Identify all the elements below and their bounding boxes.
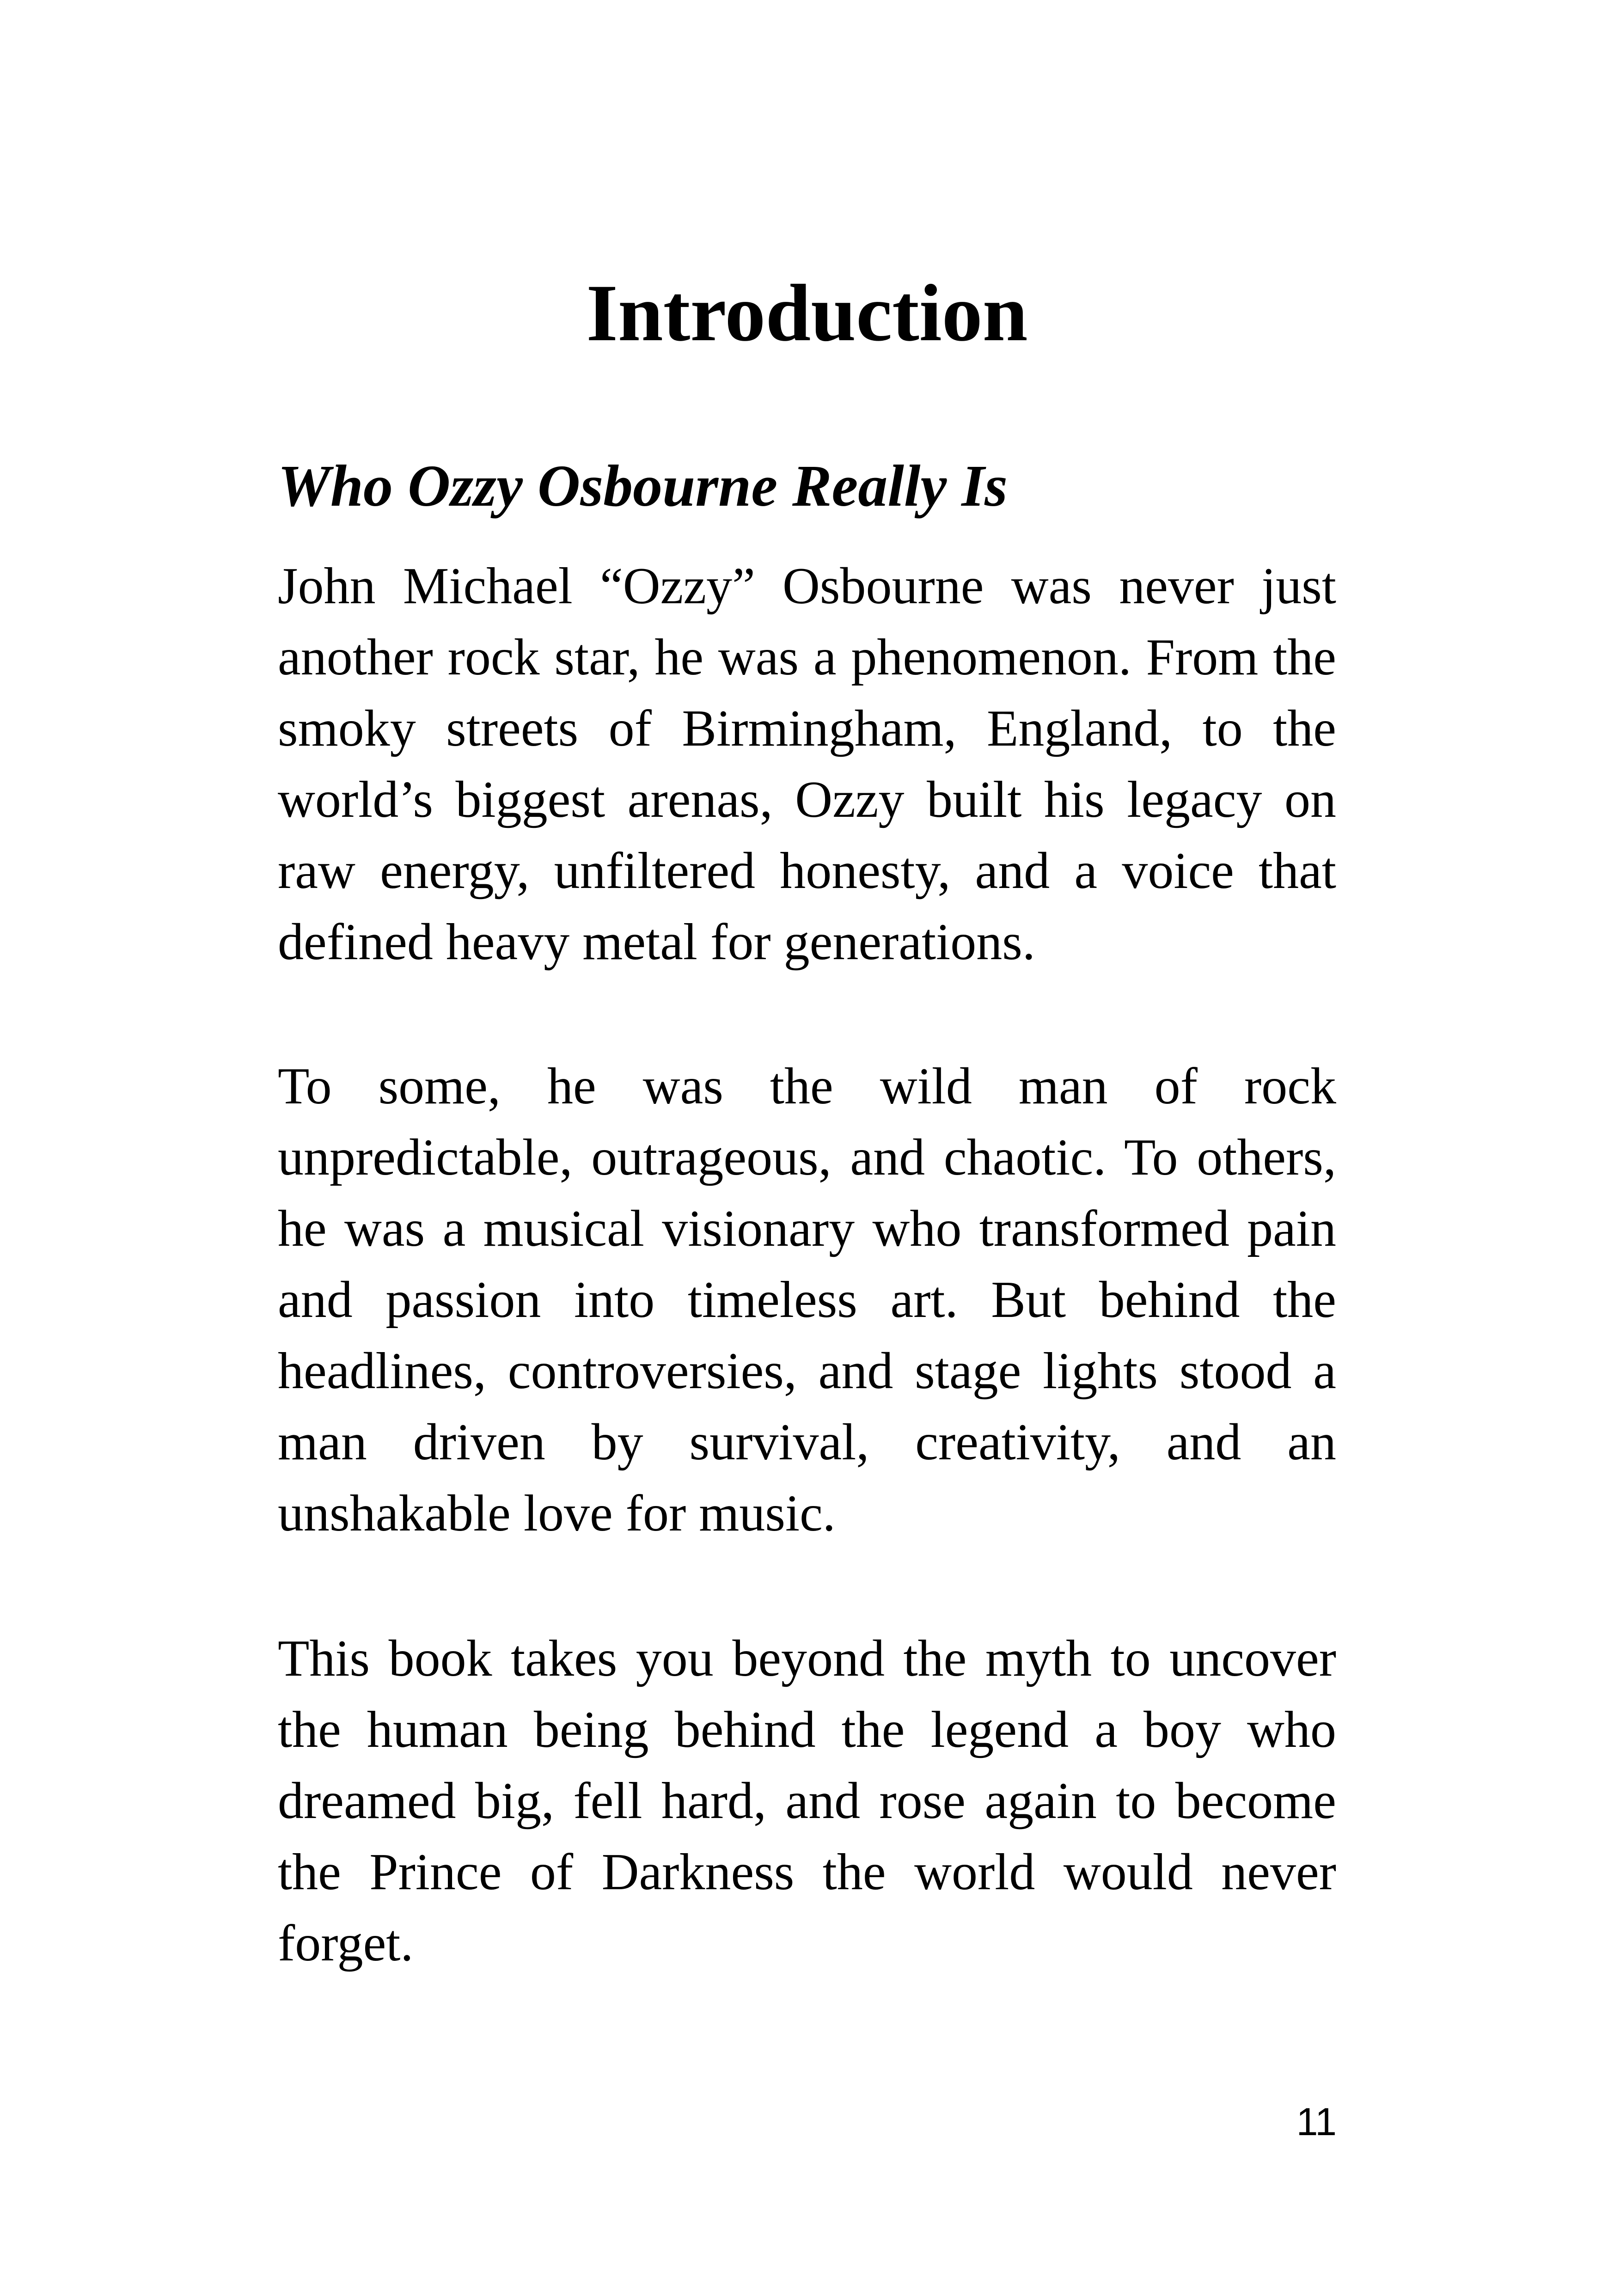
chapter-title: Introduction <box>586 268 1028 358</box>
page-number: 11 <box>1296 2100 1337 2143</box>
body-paragraph-1: John Michael “Ozzy” Osbourne was never just another rock star, he was a phenomenon. From the smoky streets of Birmingham, England, to the world’s biggest arenas, Ozzy built his legacy on raw energy, unfiltered honesty, and a voice that defined heavy metal for generations. <box>278 557 1336 971</box>
section-heading: Who Ozzy Osbourne Really Is <box>278 453 1008 519</box>
body-paragraph-2: To some, he was the wild man of rock unpredictable, outrageous, and chaotic. To others, he was a musical visionary who transformed pain and passion into timeless art. But behind the headlines, controversies, and stage lights stood a man driven by survival, creativity, and an unshakable love for music. <box>278 1058 1336 1542</box>
body-paragraph-3: This book takes you beyond the myth to uncover the human being behind the legend a boy who dreamed big, fell hard, and rose again to become the Prince of Darkness the world would never forget. <box>278 1630 1336 1972</box>
